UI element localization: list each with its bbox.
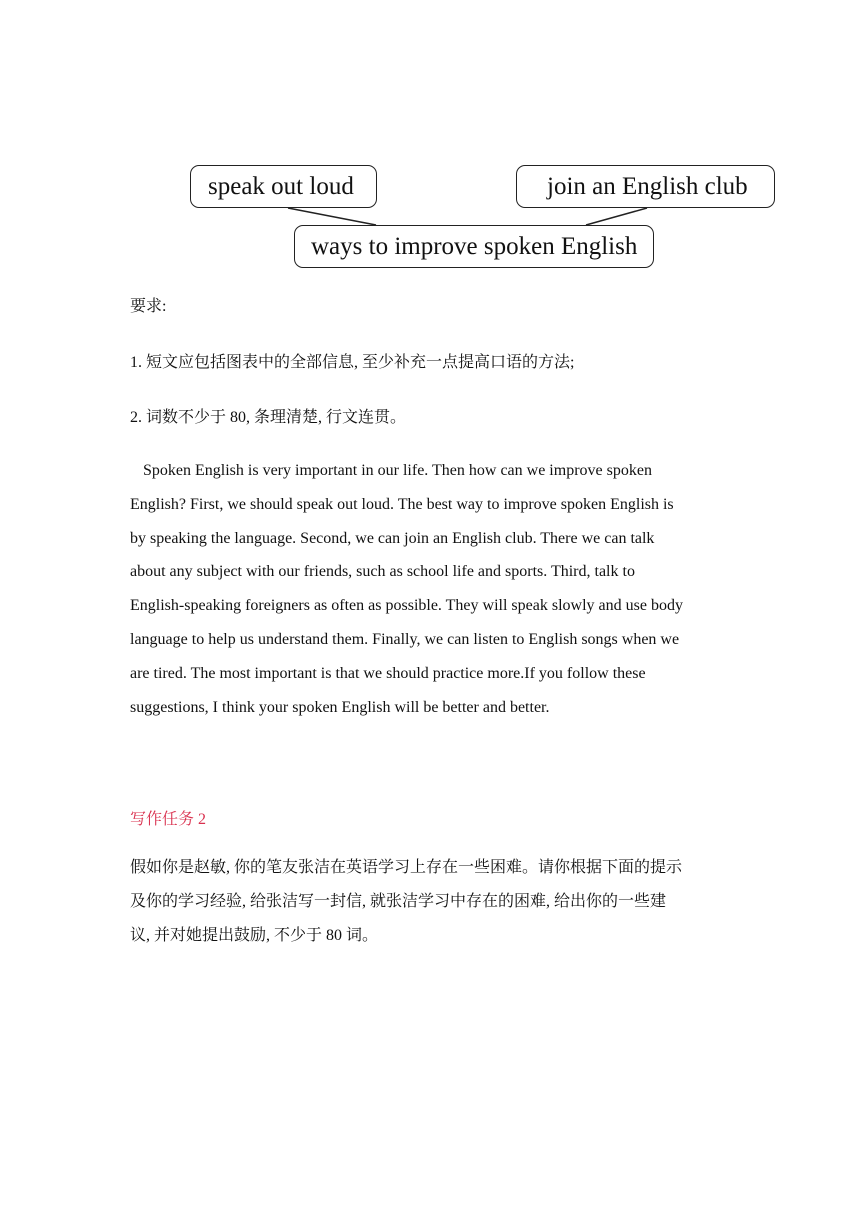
- connector-right-upper: [586, 208, 647, 225]
- task-prompt-line: 及你的学习经验, 给张洁写一封信, 就张洁学习中存在的困难, 给出你的一些建: [130, 893, 667, 910]
- requirement-item-1: 1. 短文应包括图表中的全部信息, 至少补充一点提高口语的方法;: [130, 354, 575, 371]
- essay-line: about any subject with our friends, such as school life and sports. Third, talk to: [130, 563, 635, 581]
- requirements-title: 要求:: [130, 298, 167, 315]
- essay-line: language to help us understand them. Finally, we can listen to English songs when we: [130, 630, 680, 648]
- task-prompt-line: 议, 并对她提出鼓励, 不少于 80 词。: [130, 927, 379, 944]
- node-speak-out-loud: speak out loud: [190, 165, 377, 208]
- node-ways-to-improve: ways to improve spoken English: [294, 225, 654, 268]
- essay-line: English? First, we should speak out loud. The best way to improve spoken English is: [130, 495, 674, 513]
- sample-essay: [130, 461, 740, 731]
- essay-line: English-speaking foreigners as often as possible. They will speak slowly and use body: [130, 597, 683, 615]
- node-join-english-club: join an English club: [516, 165, 775, 208]
- mind-map-diagram: [0, 0, 860, 290]
- essay-line: by speaking the language. Second, we can join an English club. There we can talk: [130, 529, 655, 547]
- connector-left-upper: [288, 208, 376, 225]
- task-2-title: 写作任务 2: [130, 811, 207, 828]
- essay-line: Spoken English is very important in our life. Then how can we improve spoken: [143, 462, 652, 479]
- task-prompt-line: 假如你是赵敏, 你的笔友张洁在英语学习上存在一些困难。请你根据下面的提示: [130, 859, 683, 876]
- essay-line: are tired. The most important is that we should practice more.If you follow these: [130, 664, 646, 682]
- task-2-prompt: [130, 858, 740, 960]
- essay-line: suggestions, I think your spoken English will be better and better.: [130, 698, 550, 716]
- requirement-item-2: 2. 词数不少于 80, 条理清楚, 行文连贯。: [130, 409, 407, 426]
